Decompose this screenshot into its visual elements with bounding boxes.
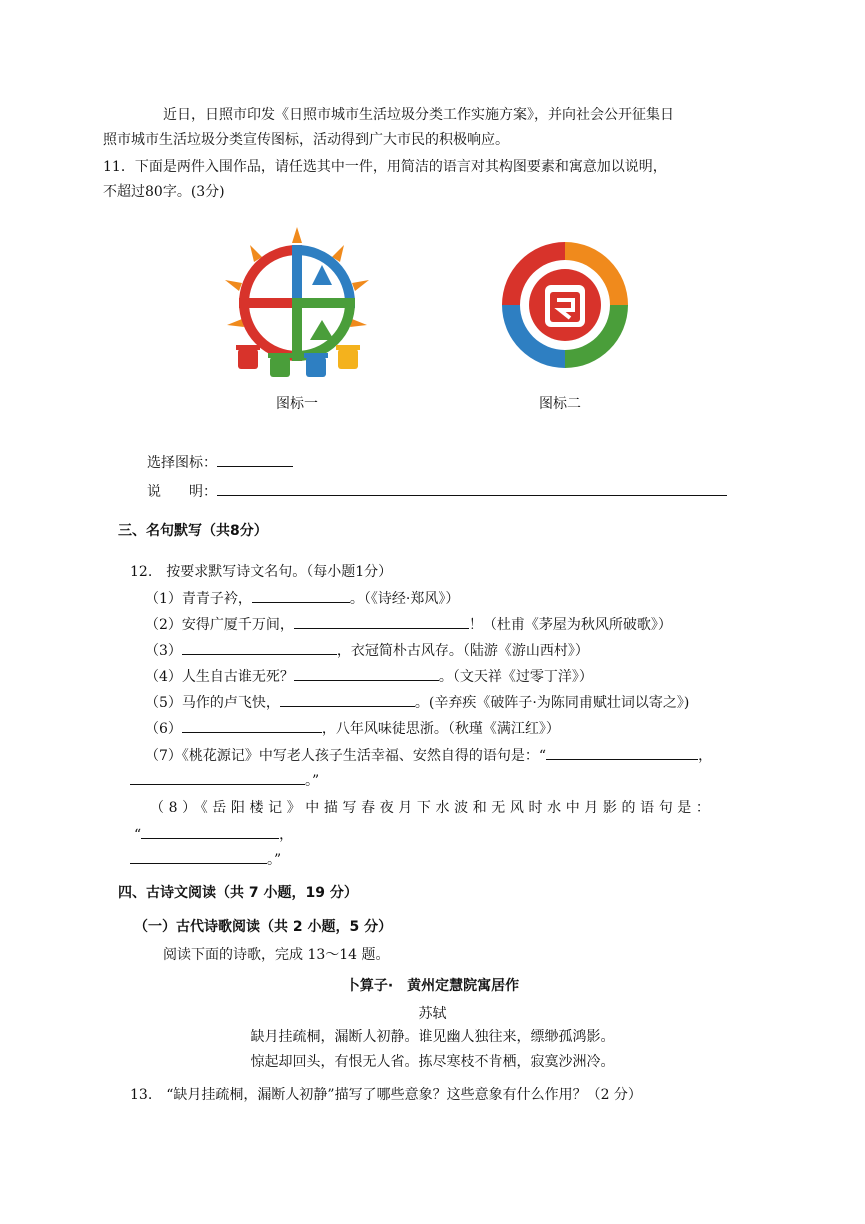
- q13-question: 13. “缺月挂疏桐，漏断人初静”描写了哪些意象？这些意象有什么作用？（2 分）: [130, 1087, 642, 1103]
- item-prefix: （5）马作的卢飞快，: [145, 695, 280, 711]
- explain-label: 说 明：: [147, 484, 217, 500]
- recite-item-8: （8）《岳阳楼记》中描写春夜月下水波和无风时水中月影的语句是：: [150, 800, 715, 816]
- answer-blank[interactable]: [280, 692, 415, 707]
- icon-two-logo: [490, 230, 640, 380]
- icon-two-caption: 图标二: [539, 396, 581, 412]
- answer-blank[interactable]: [294, 614, 469, 629]
- q12-instruction: 12. 按要求默写诗文名句。（每小题1分）: [130, 564, 393, 580]
- answer-blank[interactable]: [182, 640, 337, 655]
- choose-icon-blank[interactable]: [217, 452, 293, 467]
- recite-item-7-cont: [130, 770, 319, 791]
- poem-instruction: 阅读下面的诗歌，完成 13～14 题。: [163, 947, 390, 963]
- recite-item-3: [145, 640, 589, 661]
- recite-item-1: [145, 588, 459, 609]
- intro-line-1: 近日，日照市印发《日照市城市生活垃圾分类工作实施方案》，并向社会公开征集日: [163, 107, 674, 123]
- item-suffix: ，八年风味徒思浙。（秋瑾《满江红》）: [321, 721, 560, 737]
- answer-blank[interactable]: [294, 666, 439, 681]
- answer-blank[interactable]: [130, 849, 267, 864]
- item-prefix: （3）: [145, 643, 182, 659]
- item-suffix: 。”: [267, 852, 282, 868]
- q11-line-2: 不超过80字。(3分): [103, 184, 225, 200]
- poem-title: 卜算子· 黄州定慧院寓居作: [345, 978, 520, 994]
- item-suffix: 。（《诗经·郑风》）: [349, 591, 460, 607]
- item-suffix: ！（杜甫《茅屋为秋风所破歌》）: [468, 617, 672, 633]
- item-suffix: ，衣冠简朴古风存。（陆游《游山西村》）: [336, 643, 589, 659]
- explain-blank[interactable]: [217, 481, 727, 496]
- recite-item-8-line-3: [130, 849, 281, 870]
- item-prefix: （4）人生自古谁无死？: [145, 669, 294, 685]
- answer-blank[interactable]: [141, 824, 279, 839]
- choose-icon-row: [147, 452, 293, 473]
- q11-line-1: 11．下面是两件入围作品，请任选其中一件，用简洁的语言对其构图要素和寓意加以说明，: [103, 159, 667, 175]
- recite-item-7: [145, 745, 712, 766]
- recite-item-2: [145, 614, 672, 635]
- item-suffix: 。(辛弃疾《破阵子·为陈同甫赋壮词以寄之》): [414, 695, 690, 711]
- recite-item-6: [145, 718, 560, 739]
- intro-line-2: 照市城市生活垃圾分类宣传图标，活动得到广大市民的积极响应。: [103, 132, 509, 148]
- subsection-one-title: （一）古代诗歌阅读（共 2 小题，5 分）: [134, 919, 393, 935]
- answer-blank[interactable]: [182, 718, 322, 733]
- poem-line-2: 惊起却回头，有恨无人省。拣尽寒枝不肯栖，寂寞沙洲冷。: [250, 1054, 615, 1070]
- item-suffix: 。”: [305, 773, 320, 789]
- section-three-title: 三、名句默写（共8分）: [118, 523, 268, 539]
- icon-one-logo: [222, 225, 372, 385]
- icon-one-caption: 图标一: [276, 396, 318, 412]
- recite-item-8-line-2: [134, 824, 293, 845]
- item-separator: ，: [698, 748, 713, 764]
- recite-item-4: [145, 666, 593, 687]
- item-prefix: （1）青青子衿，: [145, 591, 252, 607]
- item-suffix: 。（文天祥《过零丁洋》）: [438, 669, 593, 685]
- recite-item-5: [145, 692, 689, 713]
- item-prefix: （2）安得广厦千万间，: [145, 617, 294, 633]
- section-four-title: 四、古诗文阅读（共 7 小题，19 分）: [118, 885, 358, 901]
- item-separator: ，: [279, 827, 294, 843]
- poem-author: 苏轼: [418, 1006, 447, 1022]
- answer-blank[interactable]: [252, 588, 350, 603]
- poem-line-1: 缺月挂疏桐，漏断人初静。谁见幽人独往来，缥缈孤鸿影。: [250, 1029, 615, 1045]
- item-prefix: （7）《桃花源记》中写老人孩子生活幸福、安然自得的语句是：“: [145, 748, 547, 764]
- open-quote: “: [134, 827, 142, 843]
- answer-blank[interactable]: [130, 770, 305, 785]
- explain-row: [147, 481, 727, 502]
- item-prefix: （6）: [145, 721, 182, 737]
- answer-blank[interactable]: [546, 745, 698, 760]
- choose-icon-label: 选择图标：: [147, 455, 217, 471]
